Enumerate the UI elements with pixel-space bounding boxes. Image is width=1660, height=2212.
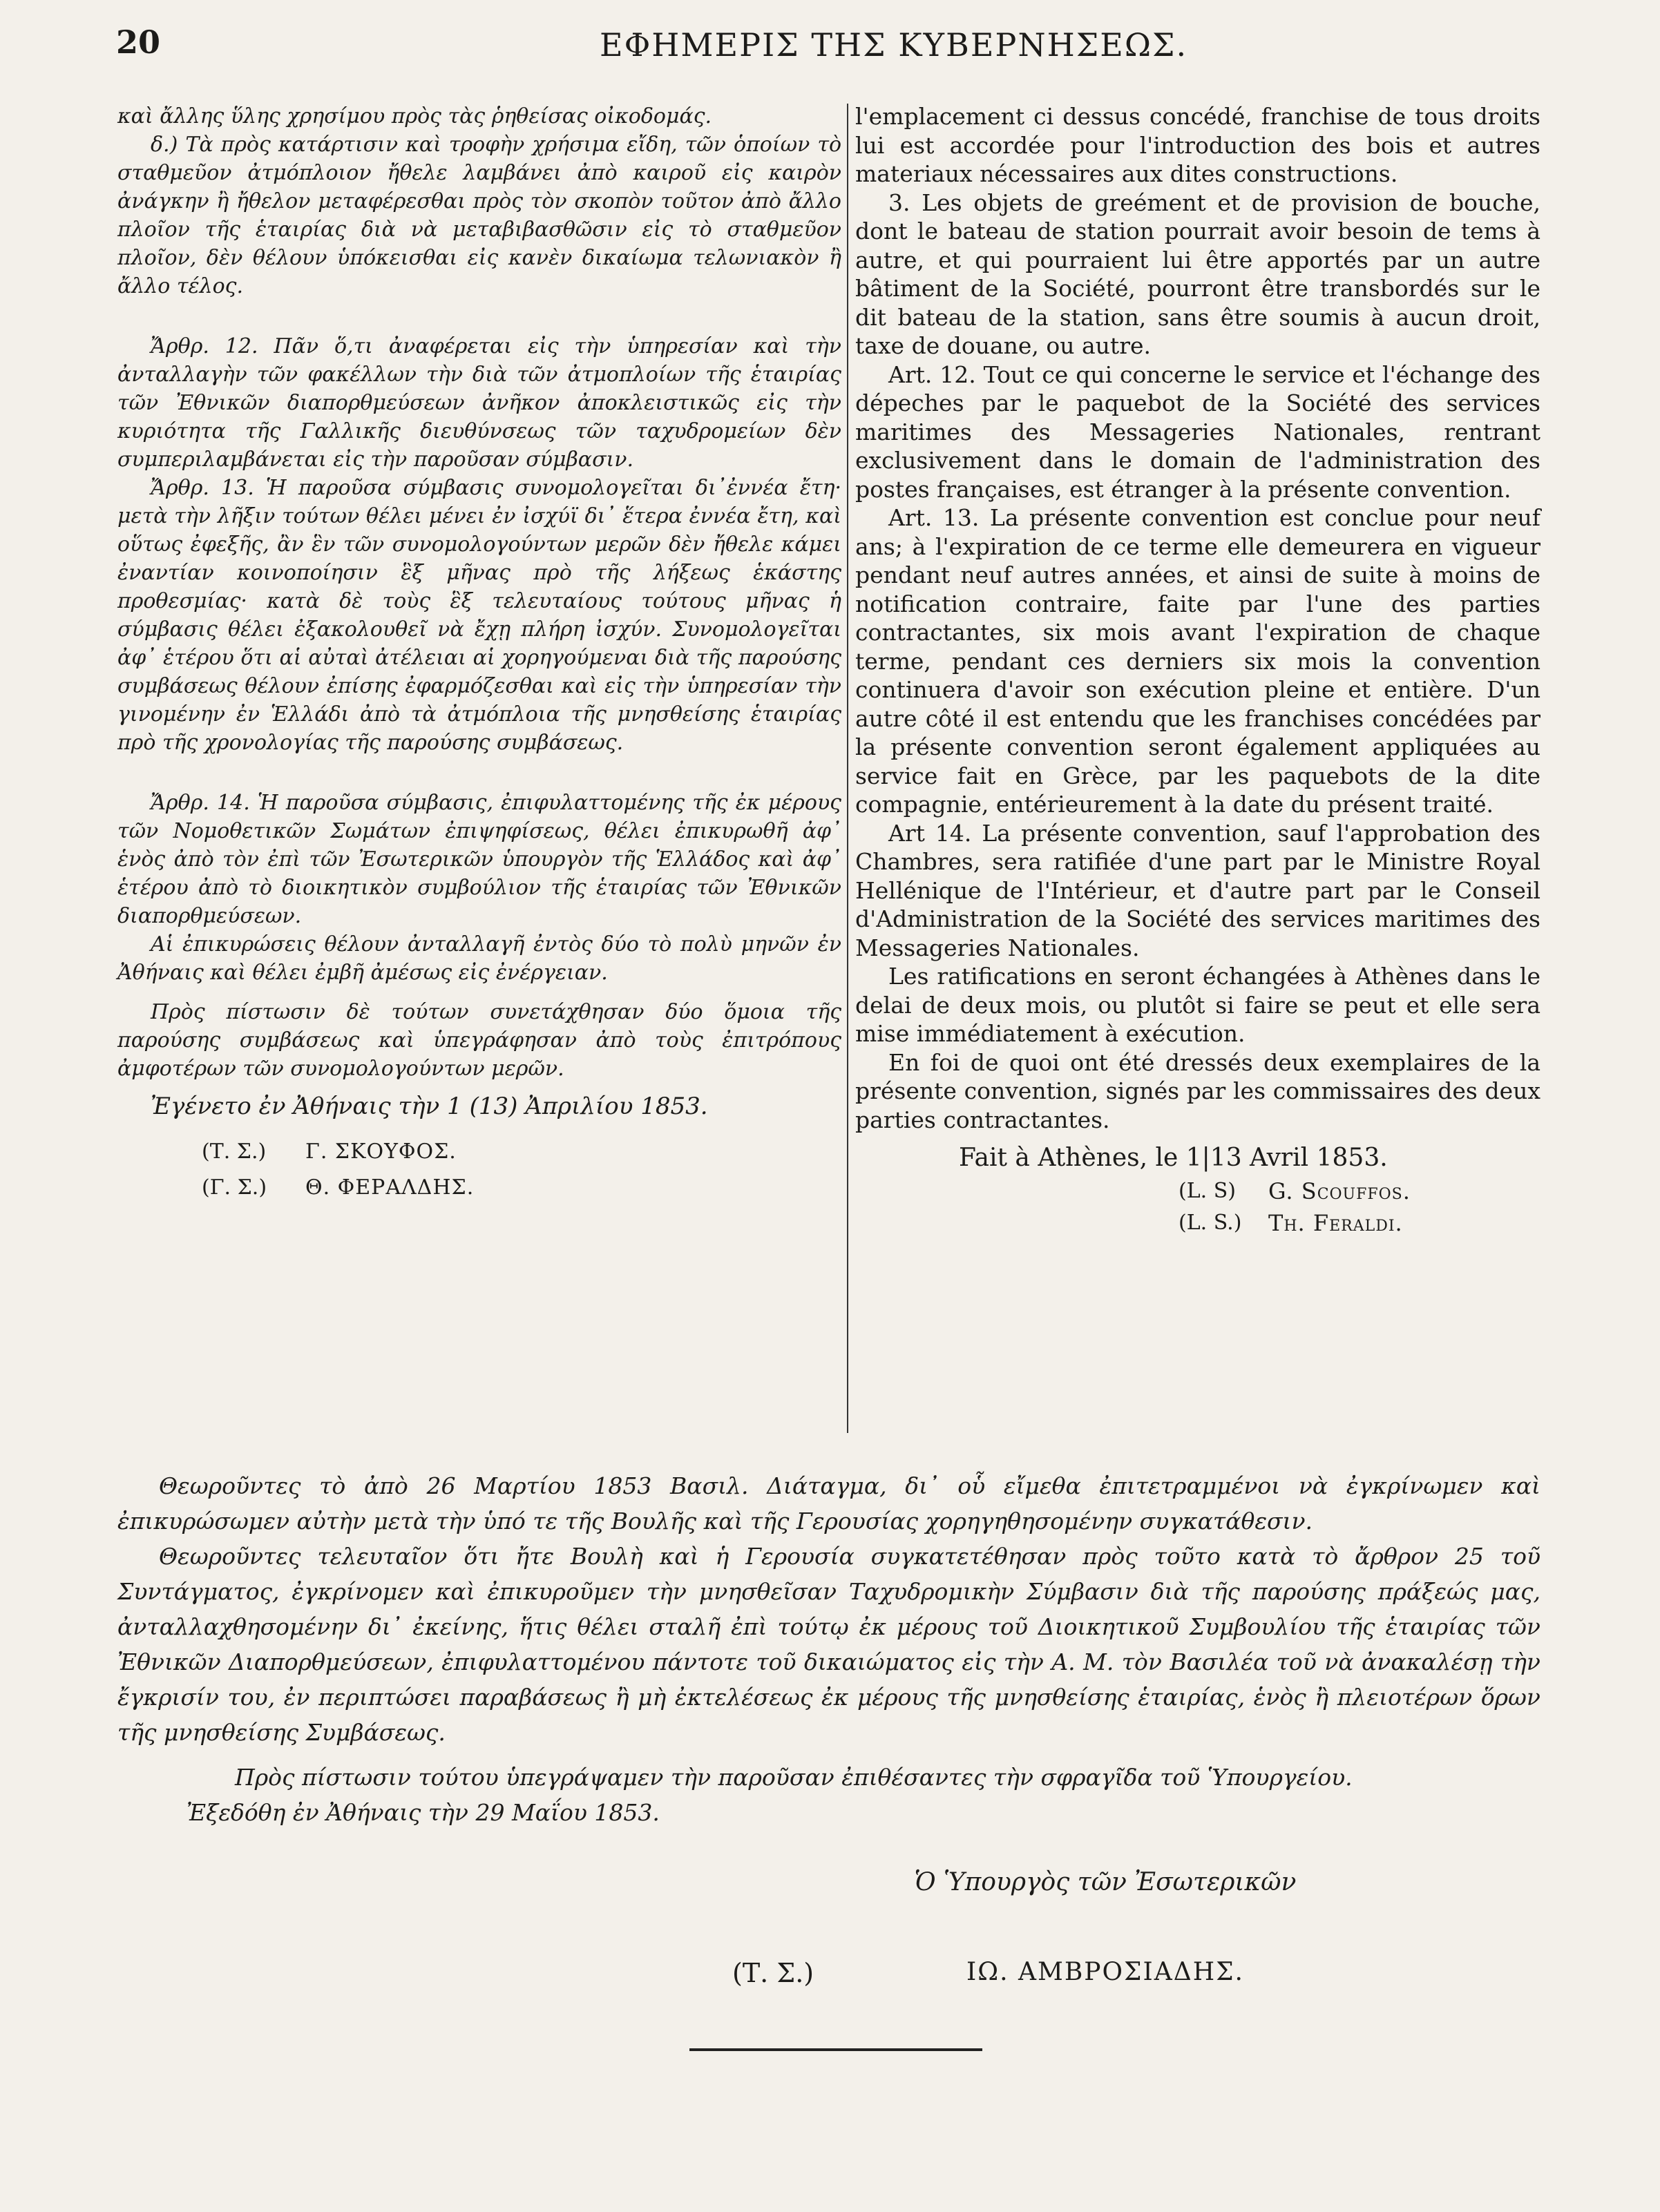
- signer-name: G. Scouffos.: [1268, 1177, 1411, 1204]
- signer-name: Th. Feraldi.: [1268, 1209, 1403, 1236]
- ratification-paragraph: Θεωροῦντες τελευταῖον ὅτι ἤτε Βουλὴ καὶ ἡ Γερουσία συγκατετέθησαν πρὸς τοῦτο κατὰ τὸ ἄρθρον 25 τοῦ Συντάγματος, ἐγκρίνομεν καὶ ἐπικυροῦμεν τὴν μνησθεῖσαν Ταχυδρομικὴν Σύμβασιν διὰ τῆς παρούσης πράξεώς μας, ἀνταλλαχθησομένην δι᾽ ἐκείνης, ἥτις θέλει σταλῆ ἐπὶ τούτῳ ἐκ μέρους τοῦ Διοικητικοῦ Συμβουλίου τῆς ἑταιρίας τῶν Ἐθνικῶν Διαπορθμεύσεων, ἐπιφυλαττομένου πάντοτε τοῦ δικαιώματος εἰς τὴν Α. Μ. τὸν Βασιλέα τοῦ νὰ ἀνακαλέσῃ τὴν ἔγκρισίν του, ἐν περιπτώσει παραβάσεως ἢ μὴ ἐκτελέσεως ἐκ μέρους τῆς μνησθείσης ἑταιρίας, ἑνὸς ἢ πλειοτέρων ὅρων τῆς μνησθείσης Συμβάσεως.: [117, 1543, 1540, 1746]
- greek-dated-line: Ἐγένετο ἐν Ἀθήναις τὴν 1 (13) Ἀπριλίου 1853.: [151, 1093, 708, 1120]
- seal-mark: (Τ. Σ.): [202, 1139, 267, 1164]
- french-paragraph: 3. Les objets de greément et de provision de bouche, dont le bateau de station pourrait avoir besoin de tems à autre, et qui pourraient lui être apportés par un autre bâtiment de la Société, pourront être transbordés sur le dit bateau de la station, sans être soumis à aucun droit, taxe de douane, ou autre.: [855, 189, 1540, 359]
- ratification-paragraph: Θεωροῦντες τὸ ἀπὸ 26 Μαρτίου 1853 Βασιλ. Διάταγμα, δι᾽ οὗ εἴμεθα ἐπιτετραμμένοι νὰ ἐγκρίνωμεν καὶ ἐπικυρώσωμεν αὐτὴν μετὰ τὴν ὑπό τε τῆς Βουλῆς καὶ τῆς Γερουσίας χορηγηθησομένην συγκατάθεσιν.: [117, 1472, 1540, 1535]
- french-article-14: Art 14. La présente convention, sauf l'approbation des Chambres, sera ratifiée d'une part par le Ministre Royal Hellénique de l'Intérieur, et d'autre part par le Conseil d'Administration de la Société des services maritimes des Messageries Nationales.: [855, 819, 1540, 961]
- french-text-column: [855, 102, 1540, 1239]
- seal-mark: (L. S.): [1179, 1211, 1242, 1235]
- ratification-section: [117, 1468, 1540, 1830]
- greek-paragraph: καὶ ἄλλης ὕλης χρησίμου πρὸς τὰς ῥηθείσας οἰκοδομάς.: [117, 104, 712, 128]
- signer-name: Θ. ΦΕΡΑΛΔΗΣ.: [305, 1175, 475, 1200]
- authentication-line: Πρὸς πίστωσιν τούτου ὑπεγράψαμεν τὴν παροῦσαν ἐπιθέσαντες τὴν σφραγῖδα τοῦ Ὑπουργείου.: [235, 1764, 1353, 1791]
- minister-title: Ὁ Ὑπουργὸς τῶν Ἐσωτερικῶν: [914, 1868, 1297, 1896]
- page-number: 20: [116, 23, 161, 61]
- page-header: [116, 23, 1539, 65]
- french-signatures: [855, 1175, 1540, 1239]
- french-dated-line: Fait à Athènes, le 1|13 Avril 1853.: [959, 1144, 1388, 1172]
- seal-mark: (Τ. Σ.): [732, 1958, 814, 1988]
- french-paragraph: l'emplacement ci dessus concédé, franchise de tous droits lui est accordée pour l'introduction des bois et autres materiaux nécessaires aux dites constructions.: [855, 103, 1540, 187]
- column-divider: [847, 104, 848, 1433]
- closing-rule: [689, 2048, 982, 2051]
- greek-paragraph: Αἱ ἐπικυρώσεις θέλουν ἀνταλλαγῆ ἐντὸς δύο τὸ πολὺ μηνῶν ἐν Ἀθήναις καὶ θέλει ἐμβῆ ἀμέσως εἰς ἐνέργειαν.: [117, 932, 841, 985]
- issued-date-line: Ἐξεδόθη ἐν Ἀθήναις τὴν 29 Μαΐου 1853.: [187, 1799, 660, 1826]
- greek-article-14: Ἄρθρ. 14. Ἡ παροῦσα σύμβασις, ἐπιφυλαττομένης τῆς ἐκ μέρους τῶν Νομοθετικῶν Σωμάτων ἐπιψηφίσεως, θέλει ἐπικυρωθῆ ἀφ᾽ ἑνὸς ἀπὸ τὸν ἐπὶ τῶν Ἐσωτερικῶν ὑπουργὸν τῆς Ἑλλάδος καὶ ἀφ᾽ ἑτέρου ἀπὸ τὸ διοικητικὸν συμβούλιον τῆς ἑταιρίας τῶν Ἐθνικῶν διαπορθμεύσεων.: [117, 791, 841, 928]
- signature-row: [117, 1169, 841, 1205]
- signature-row: [855, 1175, 1540, 1207]
- french-paragraph: Les ratifications en seront échangées à Athènes dans le delai de deux mois, ou plutôt si faire se peut et elle sera mise immédiatement à exécution.: [855, 963, 1540, 1047]
- signature-row: [855, 1207, 1540, 1239]
- greek-paragraph: Πρὸς πίστωσιν δὲ τούτων συνετάχθησαν δύο ὅμοια τῆς παρούσης συμβάσεως καὶ ὑπεγράφησαν ἀπὸ τοὺς ἐπιτρόπους ἀμφοτέρων τῶν συνομολογούντων μερῶν.: [117, 1000, 841, 1081]
- seal-mark: (L. S): [1179, 1179, 1236, 1203]
- signature-row: [117, 1133, 841, 1169]
- greek-signatures: [117, 1133, 841, 1205]
- greek-article-13: Ἄρθρ. 13. Ἡ παροῦσα σύμβασις συνομολογεῖται δι᾽ἐννέα ἔτη· μετὰ τὴν λῆξιν τούτων θέλει μένει ἐν ἰσχύϊ δι᾽ ἕτερα ἐννέα ἔτη, καὶ οὕτως ἐφεξῆς, ἂν ἓν τῶν συνομολογούντων μερῶν δὲν ἤθελε κάμει ἐναντίαν κοινοποίησιν ἓξ μῆνας πρὸ τῆς λήξεως ἑκάστης προθεσμίας· κατὰ δὲ τοὺς ἓξ τελευταίους τούτους μῆνας ἡ σύμβασις θέλει ἐξακολουθεῖ νὰ ἔχῃ πλήρη ἰσχύν. Συνομολογεῖται ἀφ᾽ ἑτέρου ὅτι αἱ αὐταὶ ἀτέλειαι αἱ χορηγούμεναι διὰ τῆς παρούσης συμβάσεως θέλουν ἐπίσης ἐφαρμόζεσθαι καὶ εἰς τὴν ὑπηρεσίαν τὴν γινομένην ἐν Ἑλλάδι ἀπὸ τὰ ἀτμόπλοια τῆς μνησθείσης ἑταιρίας πρὸ τῆς χρονολογίας τῆς παρούσης συμβάσεως.: [117, 476, 841, 755]
- signer-name: Γ. ΣΚΟΥΦΟΣ.: [305, 1139, 457, 1164]
- greek-article-12: Ἄρθρ. 12. Πᾶν ὅ,τι ἀναφέρεται εἰς τὴν ὑπηρεσίαν καὶ τὴν ἀνταλλαγὴν τῶν φακέλλων τὴν διὰ τῶν ἀτμοπλοίων τῆς ἑταιρίας τῶν Ἐθνικῶν διαπορθμεύσεων ἀνῆκον ἀποκλειστικῶς εἰς τὴν κυριότητα τῆς Γαλλικῆς διευθύνσεως τῶν ταχυδρομείων δὲν συμπεριλαμβάνεται εἰς τὴν παροῦσαν σύμβασιν.: [117, 334, 841, 472]
- french-paragraph: En foi de quoi ont été dressés deux exemplaires de la présente convention, signés par les commissaires des deux parties contractantes.: [855, 1048, 1540, 1133]
- greek-paragraph: δ.) Τὰ πρὸς κατάρτισιν καὶ τροφὴν χρήσιμα εἴδη, τῶν ὁποίων τὸ σταθμεῦον ἀτμόπλοιον ἤθελε λαμβάνει ἀπὸ καιροῦ εἰς καιρὸν ἀνάγκην ἢ ἤθελον μεταφέρεσθαι πρὸς τὸν σκοπὸν τοῦτον ἀπὸ ἄλλο πλοῖον τῆς ἑταιρίας διὰ νὰ μεταβιβασθῶσιν εἰς τὸ σταθμεῦον πλοῖον, δὲν θέλουν ὑπόκεισθαι εἰς κανὲν δικαίωμα τελωνιακὸν ἢ ἄλλο τέλος.: [117, 133, 841, 298]
- french-article-12: Art. 12. Tout ce qui concerne le service et l'échange des dépeches par le paquebot de la Société des services maritimes des Messageries Nationales, rentrant exclusivement dans le domain de l'administration des postes françaises, est étranger à la présente convention.: [855, 360, 1540, 503]
- gazette-title: ΕΦΗΜΕΡΙΣ ΤΗΣ ΚΥΒΕΡΝΗΣΕΩΣ.: [600, 26, 1188, 64]
- minister-name: ΙΩ. ΑΜΒΡΟΣΙΑΔΗΣ.: [966, 1958, 1244, 1986]
- greek-text-column: [117, 102, 841, 1205]
- french-article-13: Art. 13. La présente convention est conclue pour neuf ans; à l'expiration de ce terme elle demeurera en vigueur pendant neuf autres années, et ainsi de suite à moins de notification contraire, faite par l'une des parties contractantes, six mois avant l'expiration de chaque terme, pendant ces derniers six mois la convention continuera d'avoir son exécution pleine et entière. D'un autre côté il est entendu que les franchises concédées par la présente convention seront également appliquées au service fait en Grèce, par les paquebots de la dite compagnie, entérieurement à la date du présent traité.: [855, 504, 1540, 818]
- seal-mark: (Γ. Σ.): [202, 1175, 267, 1200]
